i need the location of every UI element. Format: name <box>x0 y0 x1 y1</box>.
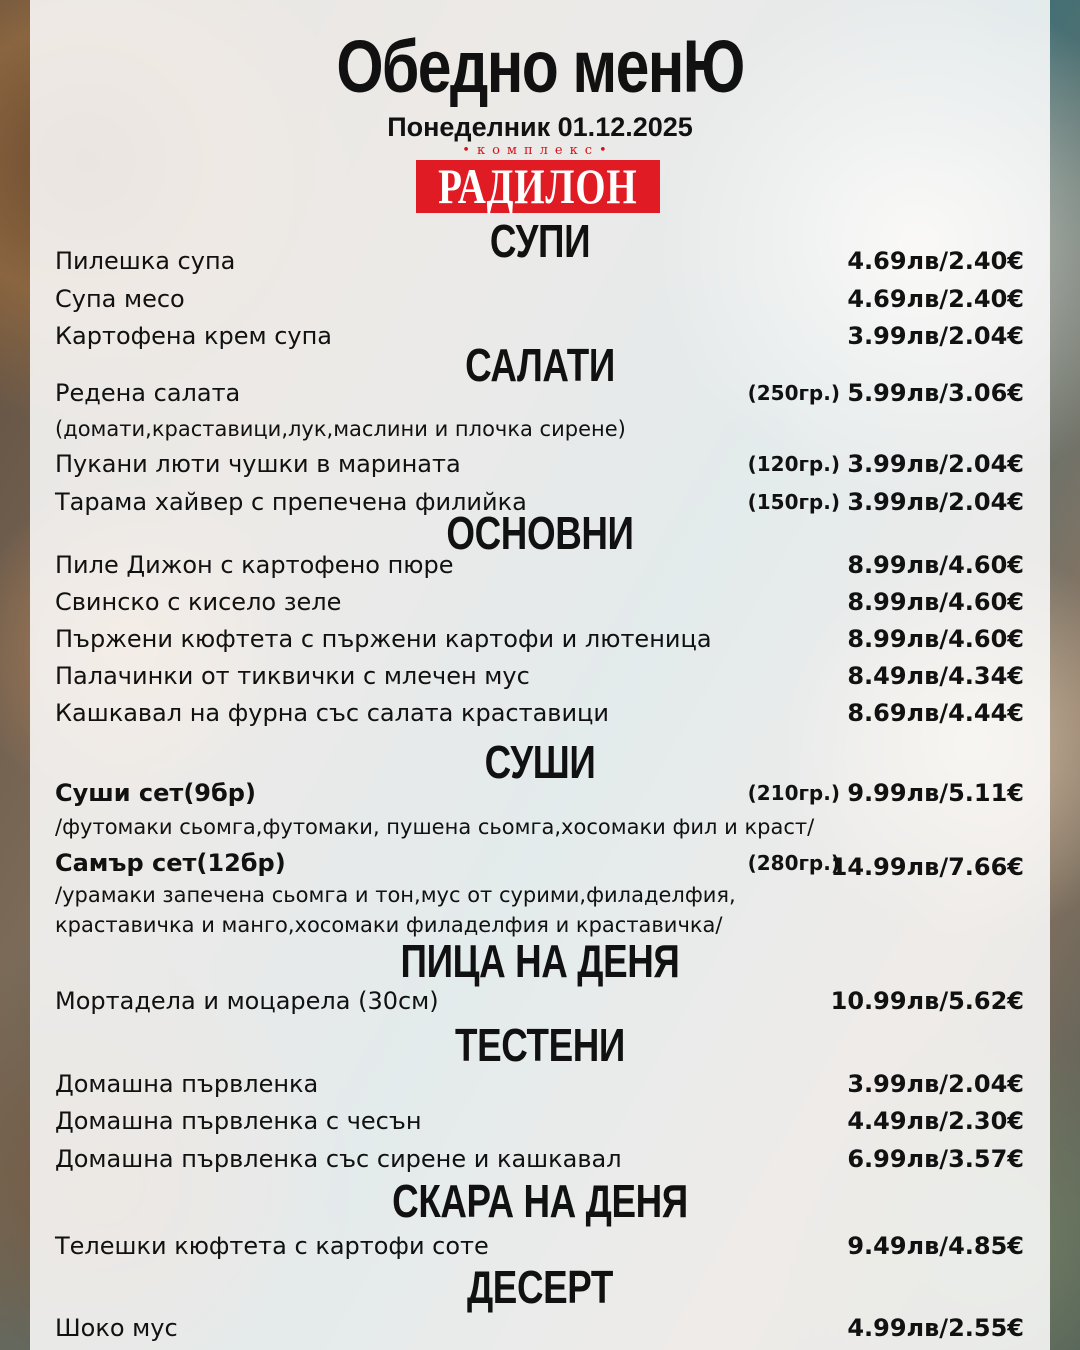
item-name: Редена салата <box>55 379 241 407</box>
item-price: 4.49лв/2.30€ <box>847 1107 1024 1135</box>
menu-item <box>55 776 1024 810</box>
menu-item <box>55 244 1024 278</box>
item-description: (домати,краставици,лук,маслини и плочка сирене) <box>55 417 626 441</box>
menu-item <box>55 696 1024 730</box>
item-price: 9.49лв/4.85€ <box>847 1232 1024 1260</box>
section-title-sushi: СУШИ <box>484 736 596 788</box>
item-name: Пукани люти чушки в марината <box>55 450 461 478</box>
item-name: Тарама хайвер с препечена филийка <box>55 488 527 516</box>
item-price: 3.99лв/2.04€ <box>847 450 1024 478</box>
item-price: 5.99лв/3.06€ <box>847 379 1024 407</box>
logo-subtitle: •комплекс• <box>462 143 614 158</box>
item-name: Супа месо <box>55 285 185 313</box>
menu-item <box>55 1104 1024 1138</box>
menu-item <box>55 376 1024 410</box>
section-title-mains: ОСНОВНИ <box>446 507 634 559</box>
section-title-soups: СУПИ <box>489 215 591 267</box>
page-title: Обедно менЮ <box>336 25 744 108</box>
menu-item <box>55 1067 1024 1101</box>
menu-item <box>55 659 1024 693</box>
item-name: Палачинки от тиквички с млечен мус <box>55 662 530 690</box>
item-name: Кашкавал на фурна със салата краставици <box>55 699 609 727</box>
item-weight: (280гр.) <box>747 851 840 875</box>
item-price: 6.99лв/3.57€ <box>847 1145 1024 1173</box>
menu-item <box>55 548 1024 582</box>
radilon-logo <box>416 143 660 215</box>
menu-item <box>55 1311 1024 1345</box>
item-weight: (250гр.) <box>747 381 840 405</box>
item-price: 8.99лв/4.60€ <box>847 625 1024 653</box>
item-price: 9.99лв/5.11€ <box>847 779 1024 807</box>
item-description: /футомаки сьомга,футомаки, пушена сьомга,хосомаки фил и краст/ <box>55 815 815 839</box>
item-name: Свинско с кисело зеле <box>55 588 342 616</box>
item-name: Домашна първленка със сирене и кашкавал <box>55 1145 622 1173</box>
menu-item <box>55 622 1024 656</box>
item-name: Домашна първленка с чесън <box>55 1107 422 1135</box>
item-name: Пържени кюфтета с пържени картофи и лютеница <box>55 625 712 653</box>
item-name: Домашна първленка <box>55 1070 319 1098</box>
item-name: Суши сет(9бр) <box>55 779 256 807</box>
menu-date: Понеделник 01.12.2025 <box>387 112 693 142</box>
item-name: Самър сет(12бр) <box>55 849 286 877</box>
item-name: Пиле Дижон с картофено пюре <box>55 551 454 579</box>
item-weight: (150гр.) <box>747 490 840 514</box>
item-price: 3.99лв/2.04€ <box>847 488 1024 516</box>
item-description: /урамаки запечена сьомга и тон,мус от сурими,филаделфия, <box>55 883 736 907</box>
item-price: 4.99лв/2.55€ <box>847 1314 1024 1342</box>
menu-item <box>55 282 1024 316</box>
item-price: 14.99лв/7.66€ <box>830 853 1024 881</box>
item-price: 10.99лв/5.62€ <box>830 987 1024 1015</box>
section-title-pizza: ПИЦА НА ДЕНЯ <box>400 935 680 987</box>
item-weight: (210гр.) <box>747 781 840 805</box>
section-title-pastries: ТЕСТЕНИ <box>455 1019 625 1071</box>
item-price: 4.69лв/2.40€ <box>847 285 1024 313</box>
item-name: Пилешка супа <box>55 247 236 275</box>
logo-name: РАДИЛОН <box>438 158 638 214</box>
section-title-salads: САЛАТИ <box>465 339 615 391</box>
menu-item <box>55 1142 1024 1176</box>
menu-item <box>55 447 1024 481</box>
item-weight: (120гр.) <box>747 452 840 476</box>
item-name: Телешки кюфтета с картофи соте <box>55 1232 489 1260</box>
item-price: 3.99лв/2.04€ <box>847 322 1024 350</box>
item-name: Шоко мус <box>55 1314 178 1342</box>
section-title-grill: СКАРА НА ДЕНЯ <box>392 1175 688 1227</box>
item-price: 3.99лв/2.04€ <box>847 1070 1024 1098</box>
logo-box <box>416 160 660 213</box>
section-title-dessert: ДЕСЕРТ <box>466 1261 614 1313</box>
menu-item <box>55 585 1024 619</box>
menu-item <box>55 1229 1024 1263</box>
item-description: краставичка и манго,хосомаки филаделфия и краставичка/ <box>55 913 723 937</box>
menu-item <box>55 846 1024 880</box>
item-name: Мортадела и моцарела (30см) <box>55 987 439 1015</box>
item-price: 4.69лв/2.40€ <box>847 247 1024 275</box>
item-price: 8.99лв/4.60€ <box>847 551 1024 579</box>
item-price: 8.69лв/4.44€ <box>847 699 1024 727</box>
item-name: Картофена крем супа <box>55 322 332 350</box>
item-price: 8.99лв/4.60€ <box>847 588 1024 616</box>
menu-item <box>55 984 1024 1018</box>
item-price: 8.49лв/4.34€ <box>847 662 1024 690</box>
